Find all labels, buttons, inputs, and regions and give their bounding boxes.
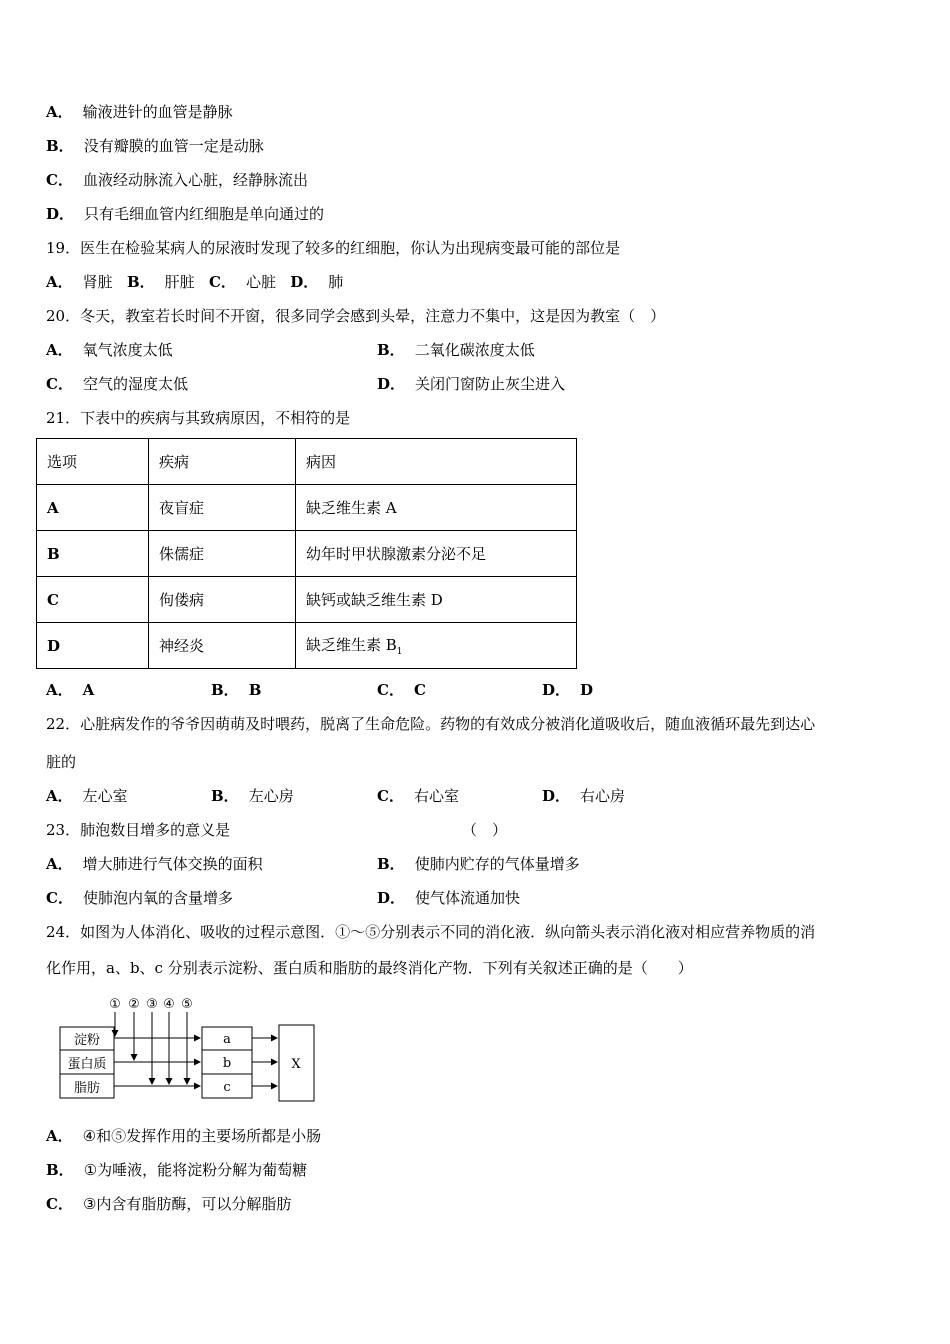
product-c: c — [223, 1080, 231, 1095]
juice-label-2: ② — [128, 997, 140, 1012]
table-header-cell: 选项 — [37, 439, 149, 485]
juice-label-1: ① — [109, 997, 121, 1012]
q21-option-c: C． C — [377, 681, 426, 699]
q23-stem: 23．肺泡数目增多的意义是 — [46, 821, 231, 839]
table-cell: D — [37, 623, 149, 669]
table-cell: 佝偻病 — [149, 577, 296, 623]
q24-option-c: C． ③内含有脂肪酶，可以分解脂肪 — [46, 1195, 292, 1213]
juice-label-3: ③ — [146, 997, 158, 1012]
table-row — [37, 485, 577, 531]
q23-option-c: C． 使肺泡内氧的含量增多 — [46, 889, 233, 907]
table-cell: 幼年时甲状腺激素分泌不足 — [296, 531, 577, 577]
q24-option-a: A． ④和⑤发挥作用的主要场所都是小肠 — [46, 1127, 322, 1145]
q20-option-a: A． 氧气浓度太低 — [46, 341, 173, 359]
table-header-cell: 病因 — [296, 439, 577, 485]
q23-option-b: B． 使肺内贮存的气体量增多 — [377, 855, 580, 873]
q19-options: A． 肾脏 B． 肝脏 C． 心脏 D． 肺 — [46, 273, 344, 291]
q23-paren: （ ） — [462, 821, 508, 839]
q24-option-b: B． ①为唾液，能将淀粉分解为葡萄糖 — [46, 1161, 308, 1179]
table-row — [37, 577, 577, 623]
q21-table — [36, 438, 577, 669]
table-cell: 缺乏维生素 $B_1$ — [296, 623, 577, 669]
table-cell: 缺乏维生素 A — [296, 485, 577, 531]
q23-option-a: A． 增大肺进行气体交换的面积 — [46, 855, 263, 873]
q18-option-b: B． 没有瓣膜的血管一定是动脉 — [46, 137, 264, 155]
q18-option-c: C． 血液经动脉流入心脏，经静脉流出 — [46, 171, 308, 189]
q20-option-c: C． 空气的湿度太低 — [46, 375, 188, 393]
table-header-row — [37, 439, 577, 485]
table-header-cell: 疾病 — [149, 439, 296, 485]
q22-stem-line2: 脏的 — [46, 753, 77, 771]
q19-stem: 19．医生在检验某病人的尿液时发现了较多的红细胞，你认为出现病变最可能的部位是 — [46, 239, 621, 257]
q24-stem-line1: 24．如图为人体消化、吸收的过程示意图．①～⑤分别表示不同的消化液．纵向箭头表示消化液对相应营养物质的消 — [46, 923, 816, 941]
juice-label-5: ⑤ — [181, 997, 193, 1012]
q20-stem: 20．冬天，教室若长时间不开窗，很多同学会感到头晕，注意力不集中，这是因为教室（ ） — [46, 307, 666, 325]
q22-stem-line1: 22．心脏病发作的爷爷因萌萌及时喂药，脱离了生命危险。药物的有效成分被消化道吸收后，随血液循环最先到达心 — [46, 715, 816, 733]
table-cell: B — [37, 531, 149, 577]
table-cell: 夜盲症 — [149, 485, 296, 531]
q23-option-d: D． 使气体流通加快 — [377, 889, 521, 907]
table-cell: A — [37, 485, 149, 531]
table-cell: C — [37, 577, 149, 623]
q22-option-b: B． 左心房 — [211, 787, 294, 805]
q22-option-a: A． 左心室 — [46, 787, 128, 805]
table-row — [37, 623, 577, 669]
table-cell: 缺钙或缺乏维生素 D — [296, 577, 577, 623]
product-a: a — [223, 1032, 231, 1047]
target-x: X — [291, 1057, 301, 1072]
q20-option-b: B． 二氧化碳浓度太低 — [377, 341, 535, 359]
q22-option-c: C． 右心室 — [377, 787, 459, 805]
product-b: b — [222, 1056, 232, 1071]
table-row — [37, 531, 577, 577]
nutrient-fat: 脂肪 — [73, 1081, 101, 1096]
q20-option-d: D． 关闭门窗防止灰尘进入 — [377, 375, 566, 393]
nutrient-starch: 淀粉 — [73, 1033, 101, 1048]
q22-option-d: D． 右心房 — [542, 787, 626, 805]
q21-option-a: A． A — [46, 681, 95, 699]
q24-stem-line2: 化作用，a、b、c 分别表示淀粉、蛋白质和脂肪的最终消化产物．下列有关叙述正确的是（ ） — [46, 959, 693, 977]
q18-option-d: D． 只有毛细血管内红细胞是单向通过的 — [46, 205, 325, 223]
q21-option-b: B． B — [211, 681, 262, 699]
juice-label-4: ④ — [163, 997, 175, 1012]
q18-option-a: A． 输液进针的血管是静脉 — [46, 103, 233, 121]
table-cell: 神经炎 — [149, 623, 296, 669]
digestion-diagram — [56, 992, 326, 1104]
q21-option-d: D． D — [542, 681, 594, 699]
nutrient-protein: 蛋白质 — [67, 1057, 107, 1072]
q21-stem: 21．下表中的疾病与其致病原因，不相符的是 — [46, 409, 351, 427]
table-cell: 侏儒症 — [149, 531, 296, 577]
